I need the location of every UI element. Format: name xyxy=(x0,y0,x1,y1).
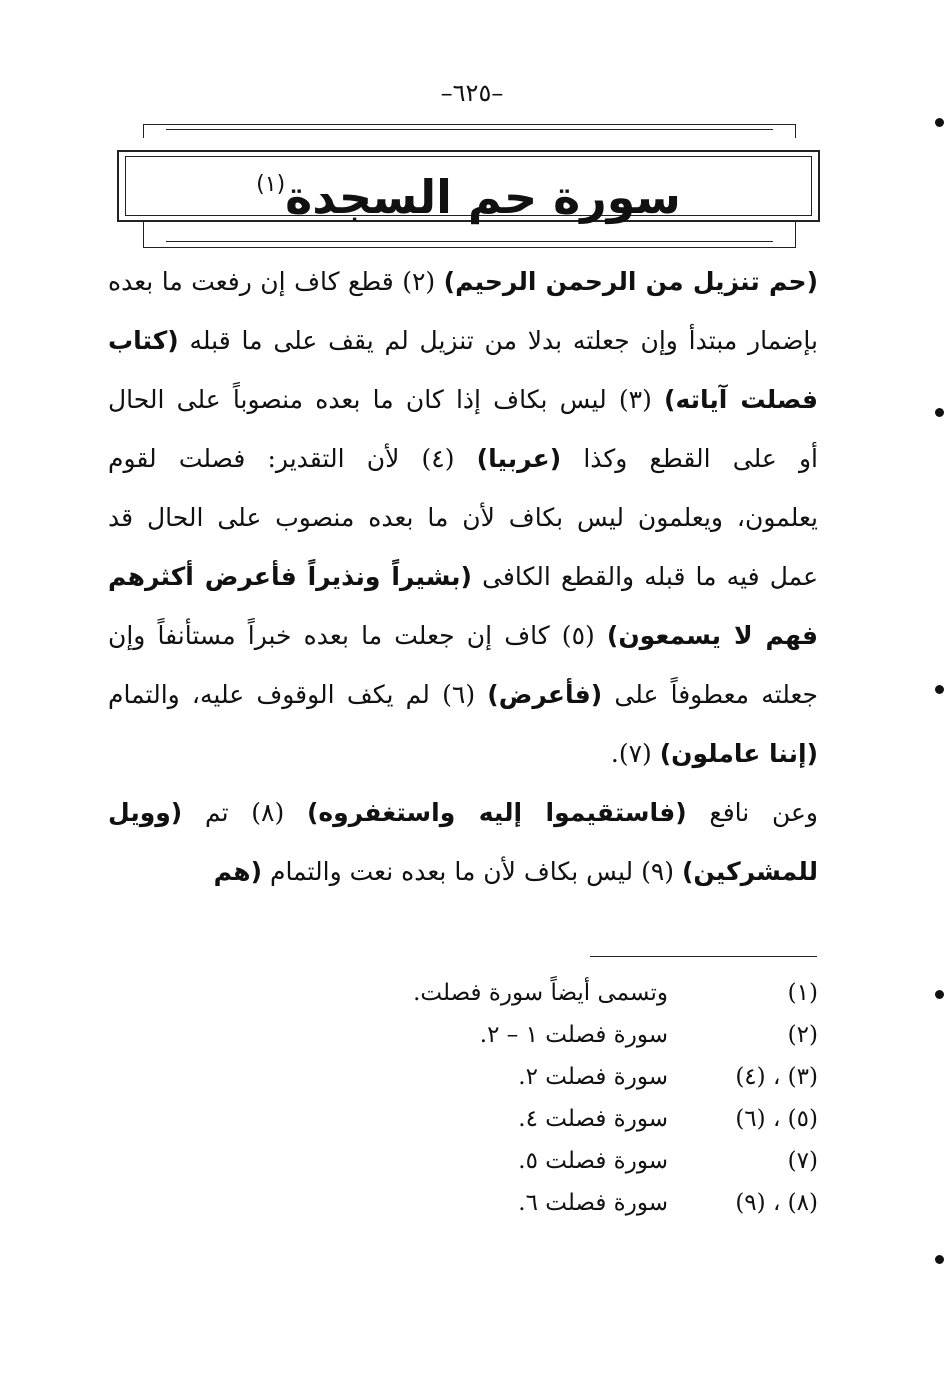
commentary-text: وعن نافع xyxy=(686,798,819,827)
body-line xyxy=(108,671,818,730)
commentary-text: (٨) تم xyxy=(182,798,307,827)
body-line xyxy=(108,317,818,376)
footnote-text: سورة فصلت ٤. xyxy=(518,1106,668,1132)
footnote-number: (٥) ، (٦) xyxy=(735,1106,818,1132)
body-line xyxy=(108,848,818,907)
quran-quote: (هم xyxy=(213,857,263,886)
commentary-body xyxy=(108,258,818,907)
commentary-text: أو على القطع وكذا xyxy=(561,444,819,473)
title-frame-top xyxy=(143,124,796,138)
footnote-text: سورة فصلت ٦. xyxy=(518,1190,668,1216)
title-box xyxy=(117,150,820,222)
quran-quote: (حم تنزيل من الرحمن الرحيم) xyxy=(443,267,818,296)
scan-mark xyxy=(935,1255,944,1264)
body-line xyxy=(108,553,818,612)
commentary-text: جعلته معطوفاً على xyxy=(602,680,818,709)
commentary-text: (٦) لم يكف الوقوف عليه، والتمام xyxy=(108,680,488,709)
scan-mark xyxy=(935,118,944,127)
commentary-text: (٣) ليس بكاف إذا كان ما بعده منصوباً على الحال xyxy=(108,385,665,414)
commentary-text: (٢) قطع كاف إن رفعت ما بعده xyxy=(108,267,444,296)
body-line xyxy=(108,376,818,435)
footnote-number: (٣) ، (٤) xyxy=(735,1064,818,1090)
footnote-item xyxy=(400,1056,818,1098)
quran-quote: فصلت آياته) xyxy=(664,385,818,414)
footnote-text: وتسمى أيضاً سورة فصلت. xyxy=(413,980,668,1006)
commentary-text: بإضمار مبتدأ وإن جعلته بدلا من تنزيل لم يقف على ما قبله xyxy=(178,326,818,355)
body-line xyxy=(108,612,818,671)
page-number: –٦٢٥– xyxy=(440,79,504,107)
title-frame-bottom xyxy=(143,222,796,248)
quran-quote: للمشركين) xyxy=(681,857,818,886)
quran-quote: (كتاب xyxy=(108,326,179,355)
commentary-text: (٥) كاف إن جعلت ما بعده خبراً مستأنفاً وإن xyxy=(108,621,607,650)
footnote-number: (٨) ، (٩) xyxy=(735,1190,818,1216)
quran-quote: (وويل xyxy=(108,798,183,827)
scan-mark xyxy=(935,408,944,417)
commentary-text: (٩) ليس بكاف لأن ما بعده نعت والتمام xyxy=(262,857,682,886)
commentary-text: عمل فيه ما قبله والقطع الكافى xyxy=(471,562,819,591)
body-line xyxy=(108,789,818,848)
body-line xyxy=(108,730,818,789)
quran-quote: (بشيراً ونذيراً فأعرض أكثرهم xyxy=(108,562,472,591)
body-line xyxy=(108,435,818,494)
footnote-item xyxy=(400,1182,818,1224)
surah-title-text: سورة حم السجدة xyxy=(285,170,681,224)
body-line xyxy=(108,494,818,553)
footnote-number: (٧) xyxy=(787,1148,818,1174)
footnotes xyxy=(400,972,818,1224)
commentary-text: (٧). xyxy=(610,739,660,768)
footnote-separator xyxy=(590,956,817,957)
commentary-text: يعلمون، ويعلمون ليس بكاف لأن ما بعده منصوب على الحال قد xyxy=(108,503,818,532)
body-line xyxy=(108,258,818,317)
scan-mark xyxy=(935,990,944,999)
scan-mark xyxy=(935,685,944,694)
commentary-text: (٤) لأن التقدير: فصلت لقوم xyxy=(108,444,477,473)
quran-quote: فهم لا يسمعون) xyxy=(606,621,818,650)
surah-title xyxy=(119,160,818,222)
footnote-text: سورة فصلت ١ – ٢. xyxy=(479,1022,668,1048)
footnote-item xyxy=(400,1140,818,1182)
title-footnote-mark: (١) xyxy=(256,172,286,197)
quran-quote: (عربيا) xyxy=(476,444,562,473)
footnote-item xyxy=(400,1098,818,1140)
footnote-text: سورة فصلت ٥. xyxy=(518,1148,668,1174)
quran-quote: (إننا عاملون) xyxy=(659,739,818,768)
footnote-number: (٢) xyxy=(787,1022,818,1048)
footnote-item xyxy=(400,1014,818,1056)
footnote-text: سورة فصلت ٢. xyxy=(518,1064,668,1090)
footnote-number: (١) xyxy=(787,980,818,1006)
quran-quote: (فأعرض) xyxy=(487,680,603,709)
quran-quote: (فاستقيموا إليه واستغفروه) xyxy=(306,798,687,827)
footnote-item xyxy=(400,972,818,1014)
